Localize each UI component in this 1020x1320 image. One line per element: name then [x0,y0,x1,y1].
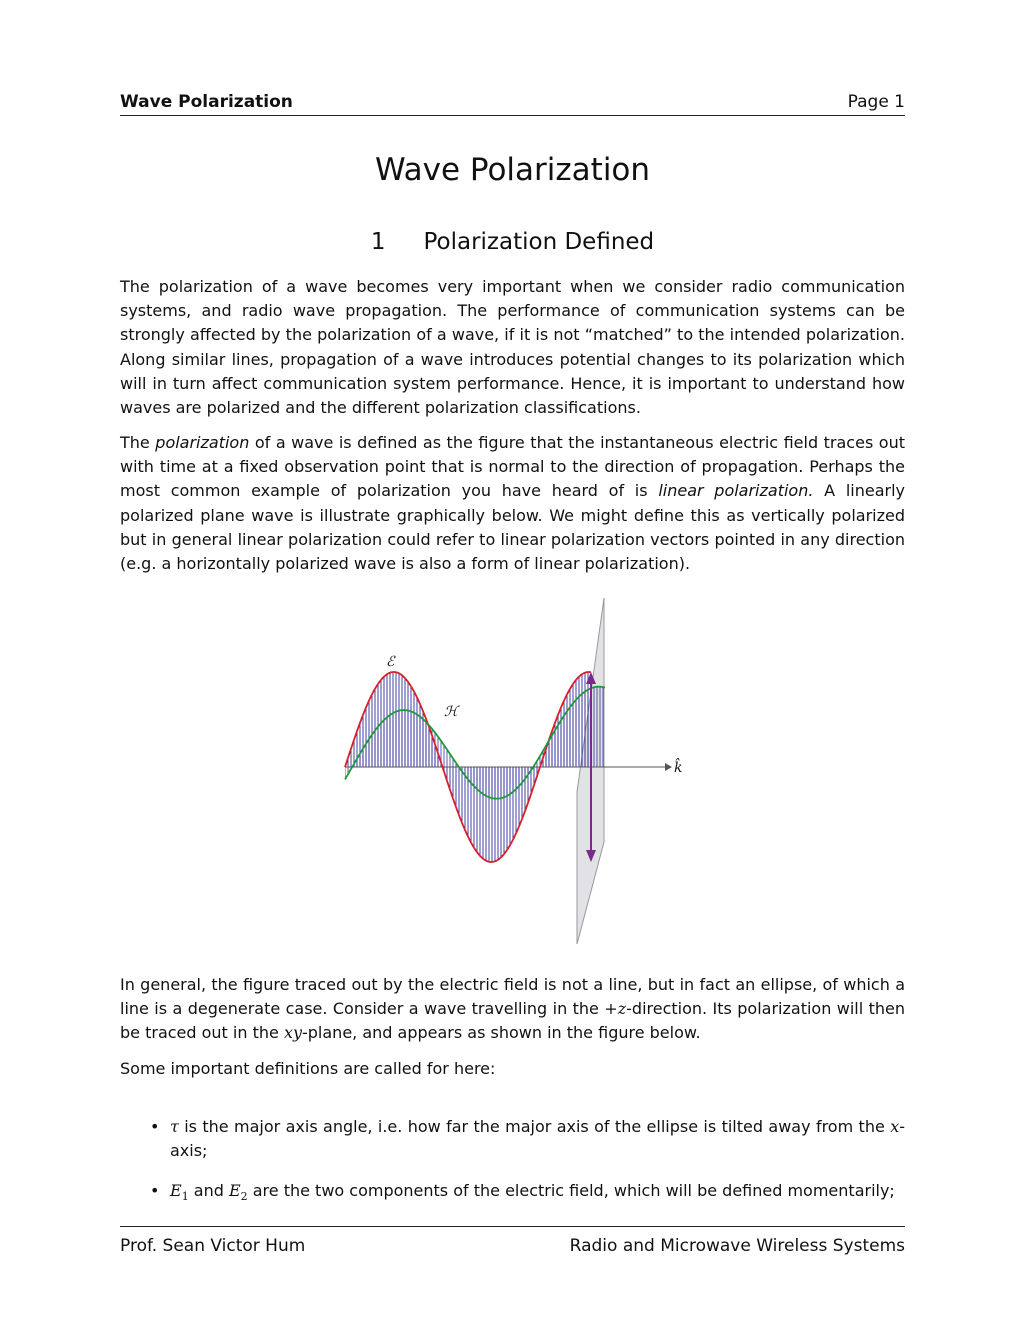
document-title: Wave Polarization [374,152,651,188]
section-title: Polarization Defined [423,229,655,255]
paragraph-intro: The polarization of a wave becomes very important when we consider radio communication systems, and radio wave propagation. The performance of communication systems can be strongly affected by the polarization of a wave, if it is not “matched” to the intended polarization. Along similar lines, propagation of a wave introduces potential changes to its polarization which will in turn affect communication system performance. Hence, it is important to understand how waves are polarized and the different polarization classifications. [120,277,905,418]
text-run: and [188,1181,229,1201]
bullet-icon: • [150,1181,160,1201]
bullet-icon: • [150,1117,160,1136]
h-field-label: ℋ [444,704,458,720]
math-subscript: 2 [240,1190,248,1204]
section-number: 1 [370,229,386,255]
math-x: x [890,1117,900,1136]
linear-polarization-figure [320,592,700,952]
paragraph-definition [120,431,905,576]
math-symbol: E [228,1181,241,1201]
math-plus-z: +z [604,999,627,1019]
e-field-label: ℰ [386,654,395,670]
term-linear-polarization: linear polarization. [658,481,814,501]
math-tau: τ [170,1117,179,1136]
page-footer [120,1226,905,1256]
math-e1 [170,1181,189,1204]
k-hat-label: k̂ [674,760,683,776]
text-run: In general, the figure traced out by the electric field is not a line, but in fact an ellipse, of which a line is a degenerate case. Consider a wave travelling in the [120,975,905,1019]
footer-author: Prof. Sean Victor Hum [120,1236,306,1256]
section-heading [120,229,905,255]
paragraph-definitions-intro: Some important definitions are called for here: [120,1059,496,1078]
page-header [120,92,905,116]
math-xy: xy [283,1023,302,1043]
list-item [120,1115,905,1163]
term-polarization: polarization [155,433,250,452]
text-run: are the two components of the electric field, which will be defined momentarily; [247,1181,895,1201]
footer-course: Radio and Microwave Wireless Systems [569,1236,905,1256]
list-item [120,1179,905,1209]
running-title: Wave Polarization [120,92,293,112]
math-subscript: 1 [181,1190,189,1204]
text-run: of a wave is defined as the figure that the instantaneous electric field traces out with time at a fixed observation point that is normal to the direction of propagation. Perhaps the most common example of polarization you have heard of is [120,433,905,501]
paragraph-ellipse [120,973,905,1046]
text-run: The [120,433,156,452]
propagation-arrowhead [665,763,672,771]
text-run: is the major axis angle, i.e. how far the major axis of the ellipse is tilted away from the [178,1117,891,1136]
text-run: -axis; [170,1117,905,1161]
text-run: A linearly polarized plane wave is illustrate graphically below. We might define this as vertically polarized but in general linear polarization could refer to linear polarization vectors pointed in any direction (e.g. a horizontally polarized wave is also a form of linear polarization). [120,481,906,574]
text-run: -direction. Its polarization will then be traced out in the [120,999,905,1043]
math-symbol: E [170,1181,182,1201]
math-e2 [228,1181,248,1204]
definitions-list [120,1115,905,1226]
page-number: Page 1 [847,92,905,112]
text-run: -plane, and appears as shown in the figure below. [302,1023,701,1043]
